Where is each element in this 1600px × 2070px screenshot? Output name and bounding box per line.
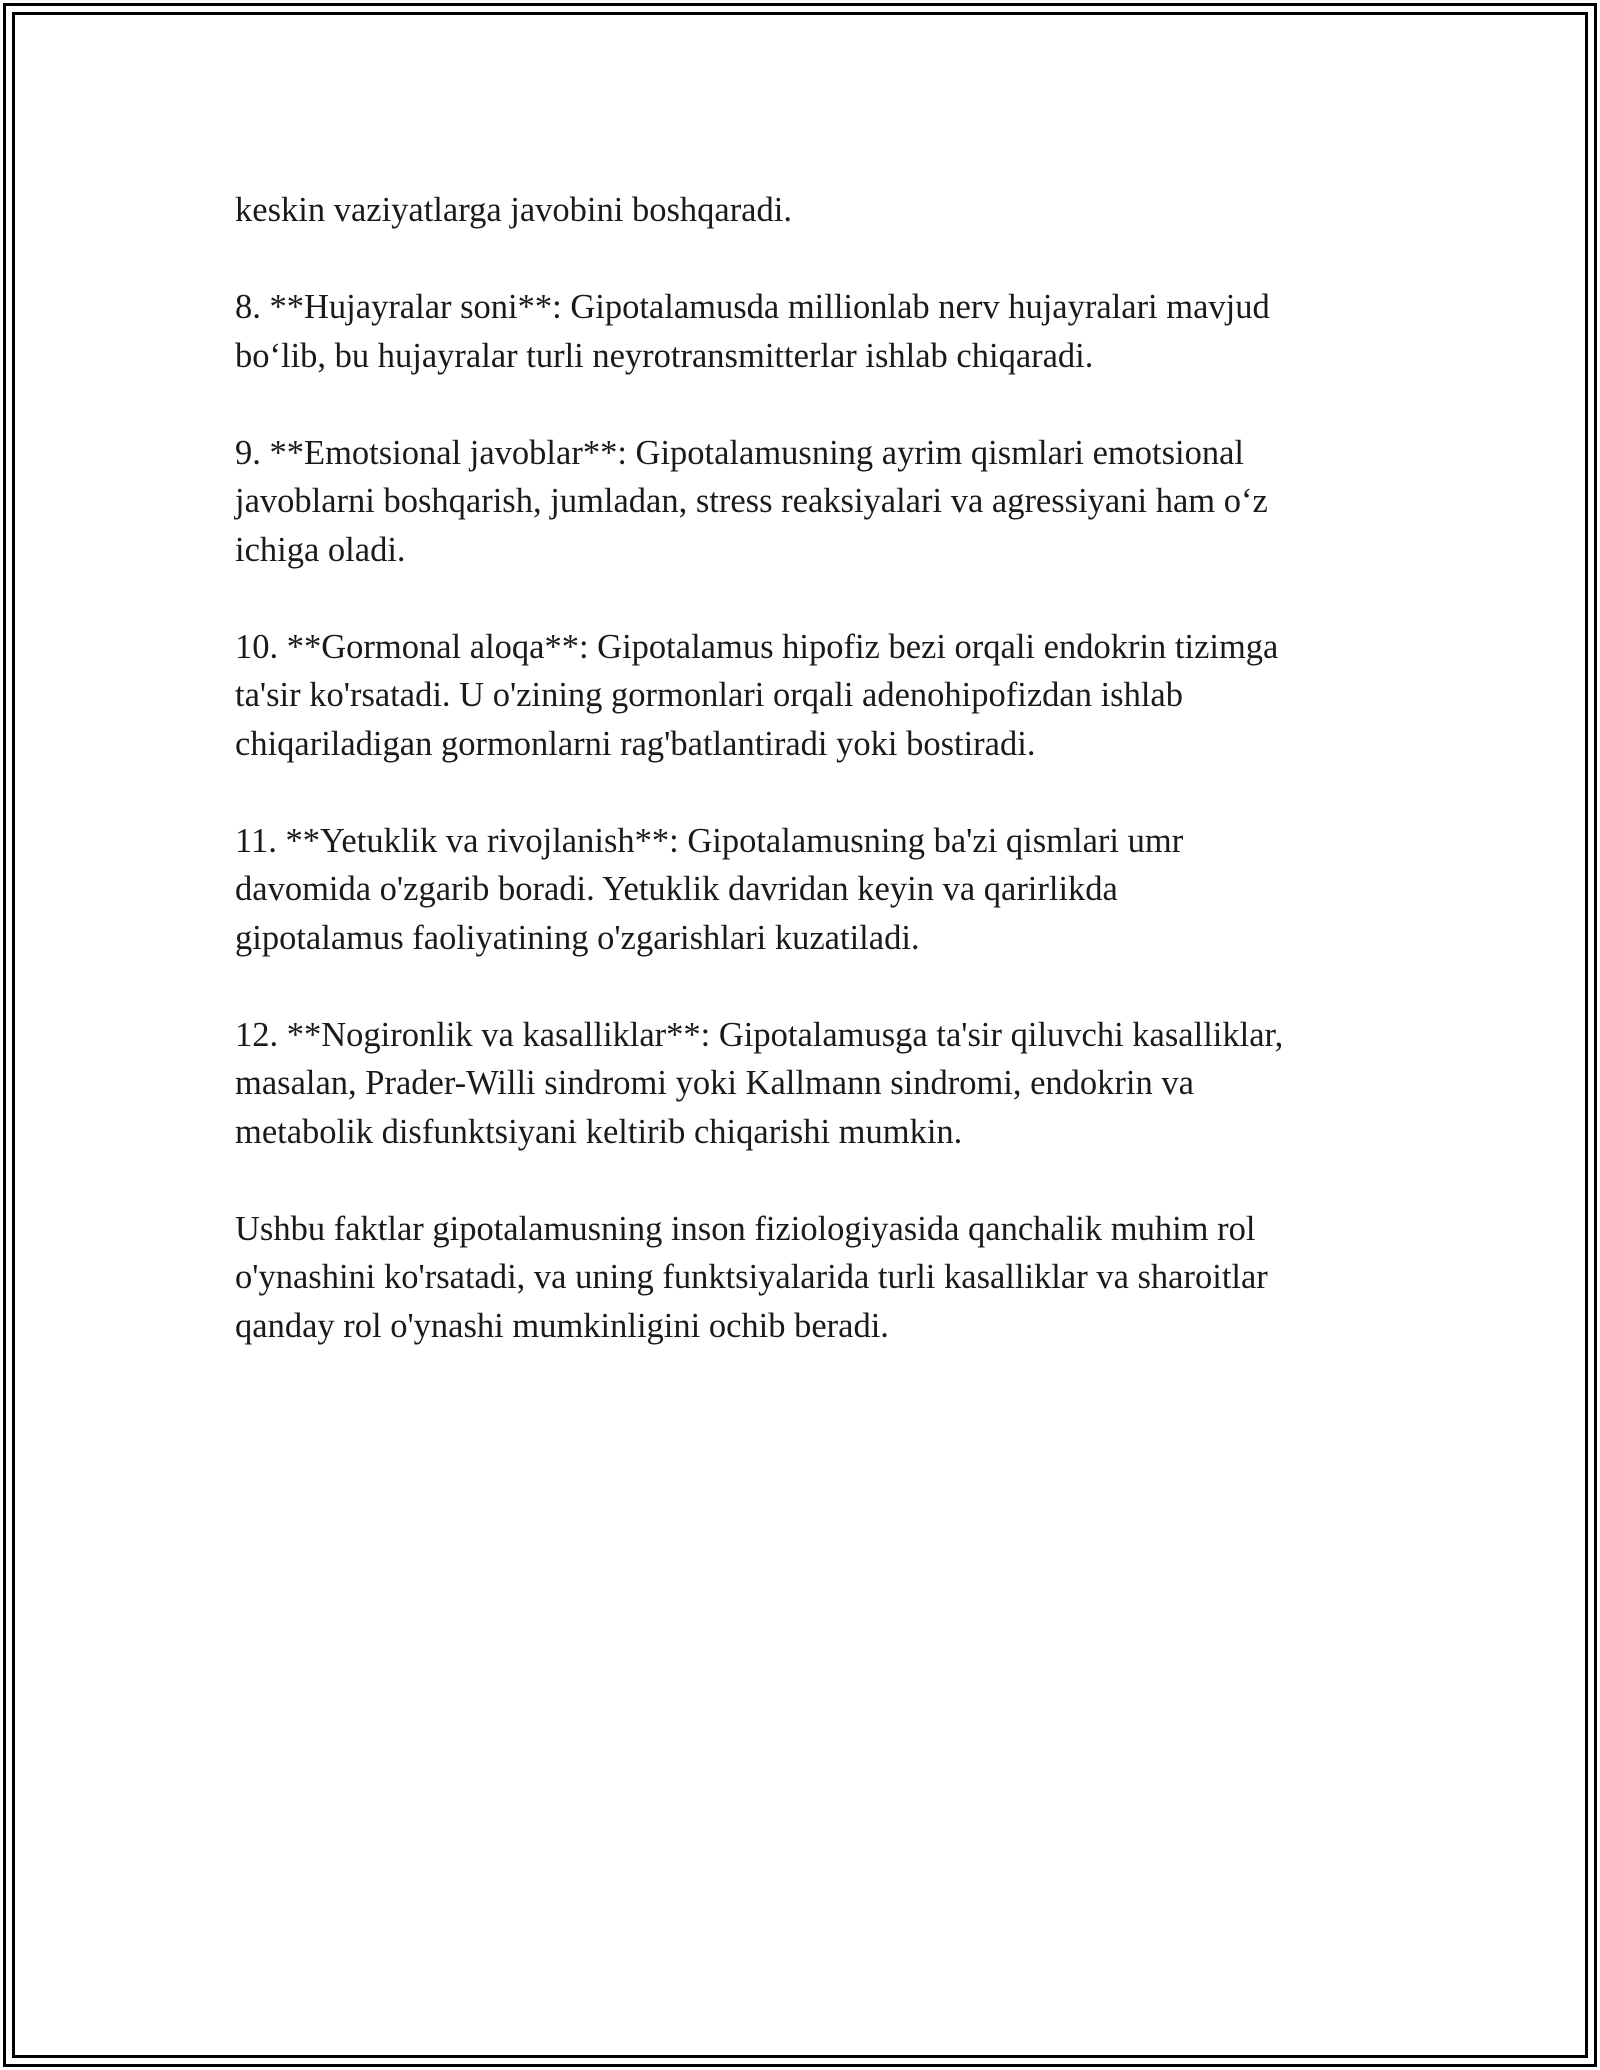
text-line: o'ynashini ko'rsatadi, va uning funktsiyalarida turli kasalliklar va sharoitlar bbox=[235, 1258, 1268, 1296]
text-line: 10. **Gormonal aloqa**: Gipotalamus hipofiz bezi orqali endokrin tizimga bbox=[235, 627, 1279, 666]
paragraph-item-9 bbox=[235, 429, 1365, 575]
text-line: gipotalamus faoliyatining o'zgarishlari kuzatiladi. bbox=[235, 918, 920, 957]
paragraph-conclusion bbox=[235, 1205, 1365, 1351]
paragraph-item-10 bbox=[235, 623, 1365, 769]
document-body bbox=[235, 186, 1365, 1399]
text-line: javoblarni boshqarish, jumladan, stress reaksiyalari va agressiyani ham o‘z bbox=[235, 482, 1268, 520]
paragraph-item-11 bbox=[235, 817, 1365, 963]
text-line: chiqariladigan gormonlarni rag'batlantiradi yoki bostiradi. bbox=[235, 724, 1036, 763]
text-line: metabolik disfunktsiyani keltirib chiqarishi mumkin. bbox=[235, 1112, 963, 1151]
text-line: qanday rol o'ynashi mumkinligini ochib beradi. bbox=[235, 1306, 889, 1345]
text-line: keskin vaziyatlarga javobini boshqaradi. bbox=[235, 191, 792, 229]
paragraph-continuation bbox=[235, 186, 1365, 235]
text-line: ta'sir ko'rsatadi. U o'zining gormonlari orqali adenohipofizdan ishlab bbox=[235, 676, 1183, 714]
text-line: davomida o'zgarib boradi. Yetuklik davridan keyin va qarirlikda bbox=[235, 870, 1118, 908]
text-line: bo‘lib, bu hujayralar turli neyrotransmitterlar ishlab chiqaradi. bbox=[235, 336, 1094, 375]
text-line: 11. **Yetuklik va rivojlanish**: Gipotalamusning ba'zi qismlari umr bbox=[235, 821, 1184, 860]
paragraph-item-8 bbox=[235, 283, 1365, 380]
text-line: 8. **Hujayralar soni**: Gipotalamusda millionlab nerv hujayralari mavjud bbox=[235, 288, 1270, 326]
paragraph-item-12 bbox=[235, 1011, 1365, 1157]
text-line: ichiga oladi. bbox=[235, 530, 406, 569]
text-line: Ushbu faktlar gipotalamusning inson fiziologiyasida qanchalik muhim rol bbox=[235, 1209, 1256, 1248]
text-line: masalan, Prader-Willi sindromi yoki Kallmann sindromi, endokrin va bbox=[235, 1064, 1194, 1102]
text-line: 12. **Nogironlik va kasalliklar**: Gipotalamusga ta'sir qiluvchi kasalliklar, bbox=[235, 1015, 1284, 1054]
text-line: 9. **Emotsional javoblar**: Gipotalamusning ayrim qismlari emotsional bbox=[235, 433, 1244, 472]
